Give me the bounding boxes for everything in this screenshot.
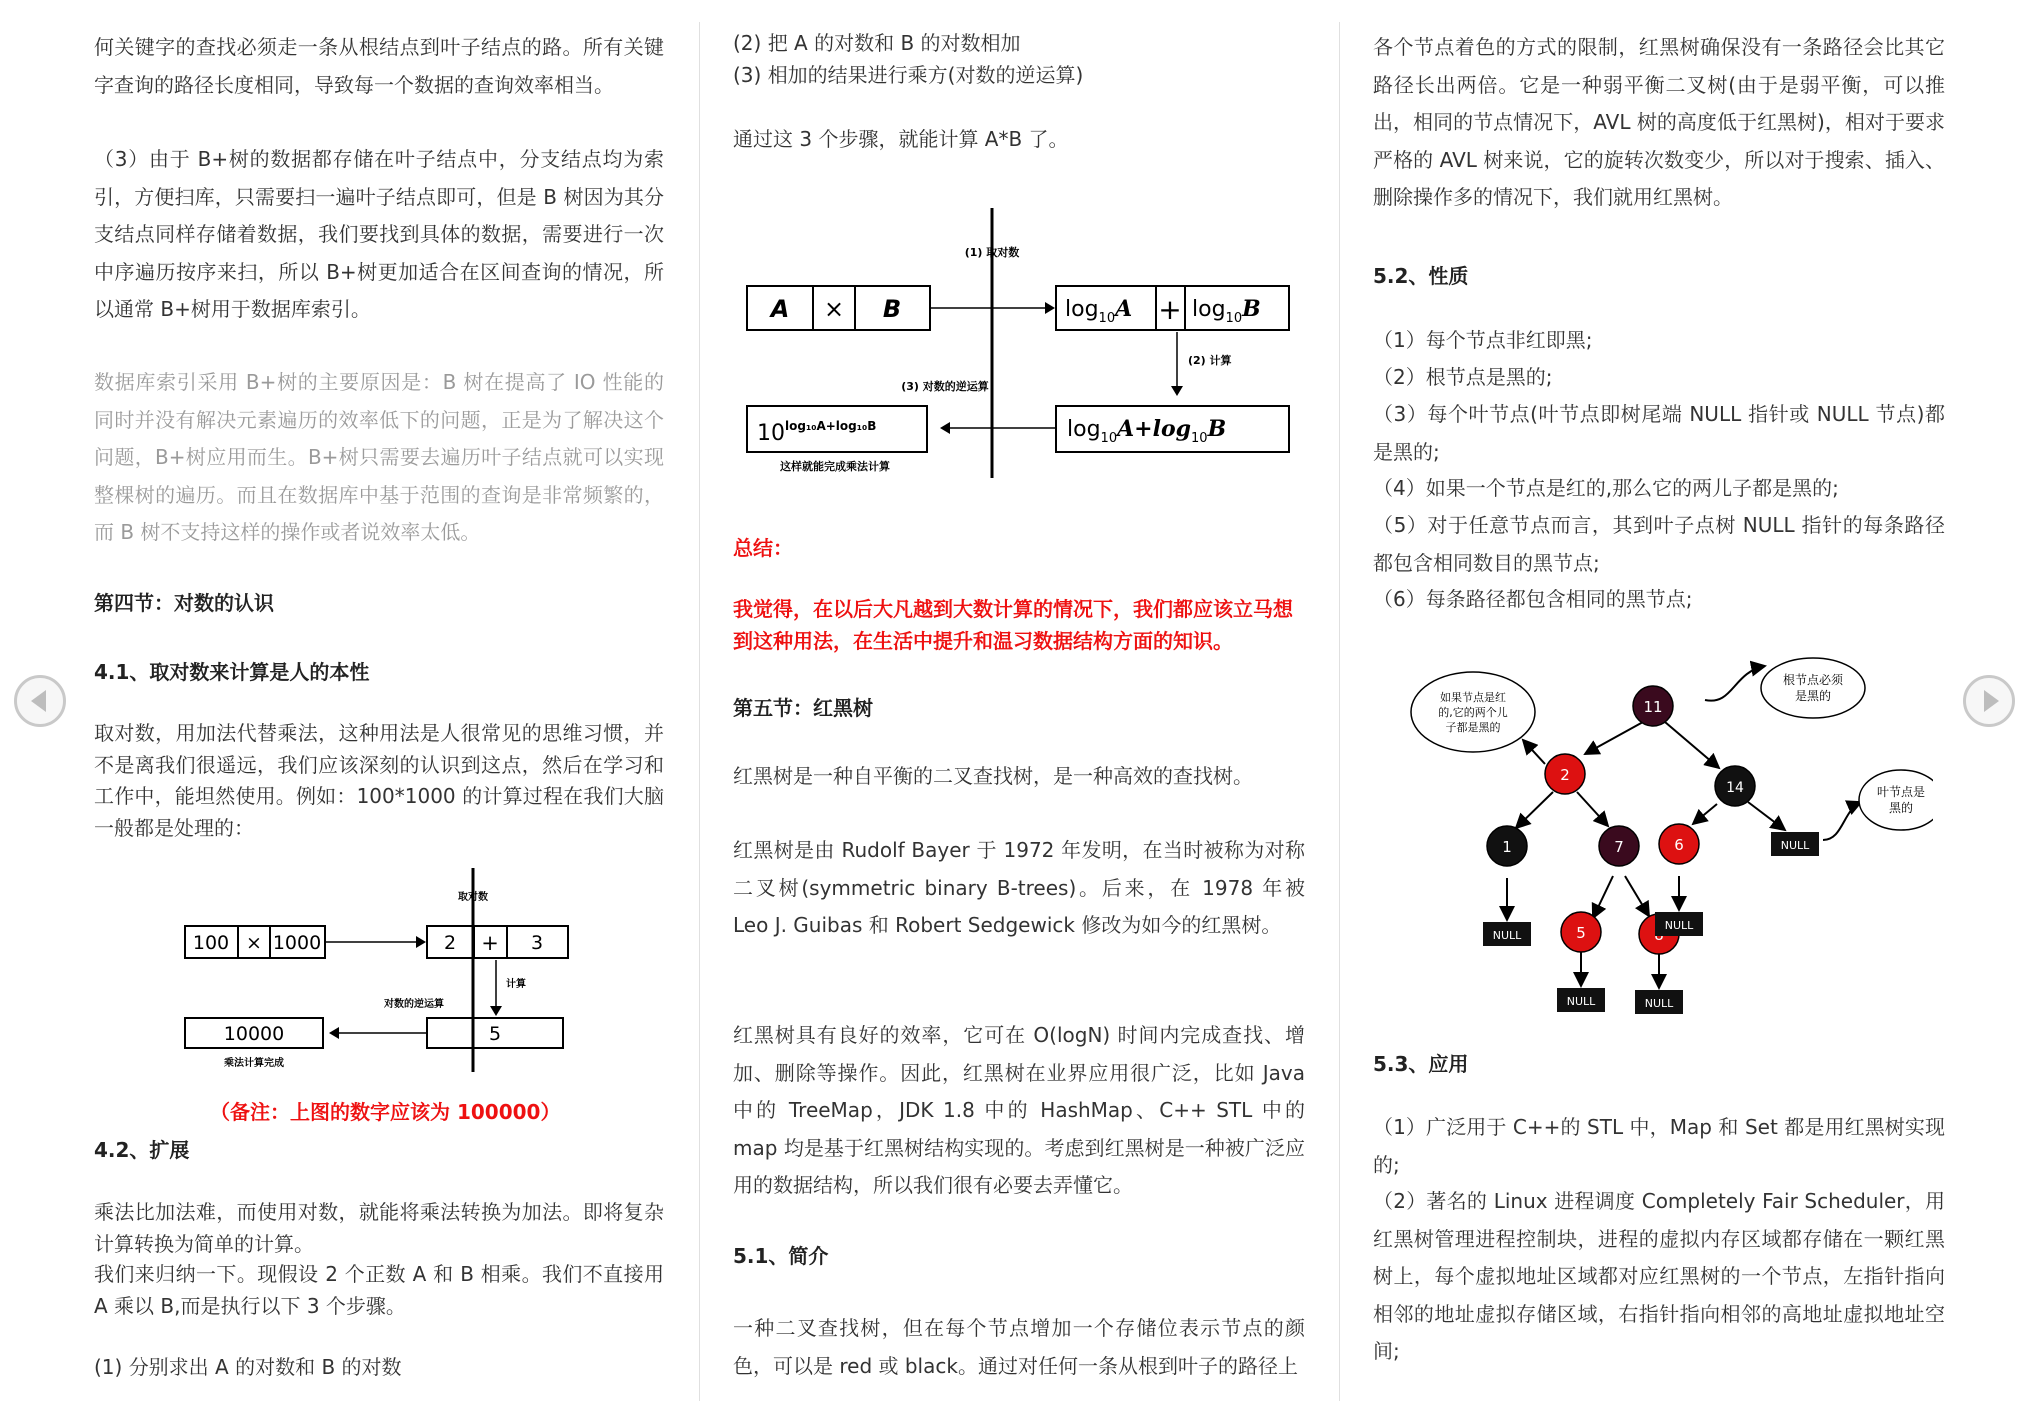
paragraph-rb-2: 红黑树是由 Rudolf Bayer 于 1972 年发明，在当时被称为对称二叉树(symmetric binary B-trees)。后来，在 1978 年被 Leo J. Guibas 和 Robert Sedgewick 修改为如今的红黑树。 <box>733 838 1305 937</box>
list-item: （2）根节点是黑的; <box>1373 365 1553 389</box>
tree-node-14-label: 14 <box>1726 780 1744 796</box>
label-multiply-done: 乘法计算完成 <box>224 1058 284 1069</box>
label-compute: 计算 <box>506 979 526 990</box>
label-take-log: 取对数 <box>458 892 488 903</box>
paragraph-intro: 何关键字的查找必须走一条从根结点到叶子结点的路。所有关键字查询的路径长度相同，导致每一个数据的查询效率相当。 <box>94 35 664 97</box>
cloud-callout-root <box>1761 658 1865 718</box>
svg-text:log10A <box>1065 296 1132 326</box>
label-compute: (2) 计算 <box>1188 354 1232 367</box>
prev-page-button[interactable] <box>14 675 66 727</box>
diagram-note: （备注：上图的数字应该为 100000） <box>210 1100 561 1124</box>
paragraph-steps: 通过这 3 个步骤，就能计算 A*B 了。 <box>733 127 1069 151</box>
heading-4-1: 4.1、取对数来计算是人的本性 <box>94 660 370 684</box>
result-log-b-var: B <box>1207 416 1227 442</box>
tree-null-label: NULL <box>1566 995 1596 1008</box>
cloud-red-line-1: 如果节点是红 <box>1440 691 1506 704</box>
paragraph-5-1: 一种二叉查找树，但在每个节点增加一个存储位表示节点的颜色，可以是 red 或 black。通过对任何一条从根到叶子的路径上 <box>733 1316 1305 1378</box>
paragraph-intro: 各个节点着色的方式的限制，红黑树确保没有一条路径会比其它路径长出两倍。它是一种弱平衡二叉树(由于是弱平衡，可以推出，相同的节点情况下，AVL 树的高度低于红黑树)，相对于要求严格的 AVL 树来说，它的旋转次数变少，所以对于搜索、插入、删除操作多的情况下，我们就用红黑树。 <box>1373 35 1945 209</box>
cell-a: A <box>770 295 790 323</box>
paragraph-4-2b: 我们来归纳一下。现假设 2 个正数 A 和 B 相乘。我们不直接用 A 乘以 B,而是执行以下 3 个步骤。 <box>94 1262 664 1318</box>
log-plus: + <box>1158 293 1182 326</box>
tree-null-label: NULL <box>1492 929 1522 942</box>
column-divider <box>699 22 700 1401</box>
heading-section-4: 第四节：对数的认识 <box>94 591 274 615</box>
heading-5-2: 5.2、性质 <box>1373 264 1469 288</box>
cell-1000: 1000 <box>272 932 322 954</box>
log-a-sub: 10 <box>1098 311 1116 326</box>
label-inverse: 对数的逆运算 <box>384 999 444 1010</box>
cloud-red-line-2: 的,它的两个儿 <box>1438 706 1508 719</box>
paragraph-db-index: 数据库索引采用 B+树的主要原因是：B 树在提高了 IO 性能的同时并没有解决元素遍历的效率低下的问题，正是为了解决这个问题，B+树应用而生。B+树只需要去遍历叶子结点就可以实现整棵树的遍历。而且在数据库中基于范围的查询是非常频繁的，而 B 树不支持这样的操作或者说效率太低。 <box>94 370 664 544</box>
paragraph-rb-3: 红黑树具有良好的效率，它可在 O(logN) 时间内完成查找、增加、删除等操作。因此，红黑树在业界应用很广泛，比如 Java 中的 TreeMap，JDK 1.8 中的 HashMap、C++ STL 中的 map 均是基于红黑树结构实现的。考虑到红黑树是一种被广泛应用的数据结构，所以我们很有必要去弄懂它。 <box>733 1023 1305 1197</box>
column-3 <box>1373 0 1945 1401</box>
summary-text: 我觉得，在以后大凡越到大数计算的情况下，我们都应该立马想到这种用法，在生活中提升和温习数据结构方面的知识。 <box>733 597 1293 653</box>
label-inverse: (3) 对数的逆运算 <box>901 380 989 393</box>
cell-times: × <box>823 295 845 323</box>
tree-null-label: NULL <box>1664 919 1694 932</box>
log-multiply-diagram-letters <box>745 206 1305 482</box>
paragraph-rb-1: 红黑树是一种自平衡的二叉查找树，是一种高效的查找树。 <box>733 764 1253 788</box>
application-1: （1）广泛用于 C++的 STL 中，Map 和 Set 都是用红黑树实现的; <box>1373 1115 1945 1177</box>
column-divider <box>1339 22 1340 1401</box>
cell-times: × <box>246 932 262 954</box>
label-take-log: (1) 取对数 <box>964 246 1020 259</box>
arrow-right-icon <box>1984 690 1999 712</box>
heading-4-2: 4.2、扩展 <box>94 1138 190 1162</box>
svg-text:log10B <box>1192 296 1261 326</box>
cloud-leaf-line-2: 黑的 <box>1888 801 1914 815</box>
log-a-var: A <box>1115 296 1133 322</box>
result-base: 10 <box>757 421 785 446</box>
tree-node-1-label: 1 <box>1502 838 1512 856</box>
column-1 <box>94 0 664 1401</box>
log-b-text: log <box>1192 297 1226 322</box>
list-item: （4）如果一个节点是红的,那么它的两儿子都是黑的; <box>1373 476 1839 500</box>
log-b-var: B <box>1242 296 1261 322</box>
label-multiply-done: 这样就能完成乘法计算 <box>780 460 890 473</box>
result-10000: 10000 <box>223 1023 285 1045</box>
step-2: (2) 把 A 的对数和 B 的对数相加 <box>733 31 1021 55</box>
result-log-a-sub: 10 <box>1100 431 1118 446</box>
list-item: （6）每条路径都包含相同的黑节点; <box>1373 587 1693 611</box>
paragraph-4-1: 取对数，用加法代替乘法，这种用法是人很常见的思维习惯，并不是离我们很遥远，我们应该深刻的认识到这点，然后在学习和工作中，能坦然使用。例如：100*1000 的计算过程在我们大脑一般都是处理的： <box>94 721 664 840</box>
result-log-a-var: A+log <box>1117 416 1192 442</box>
heading-5-3: 5.3、应用 <box>1373 1052 1469 1076</box>
step-1: (1) 分别求出 A 的对数和 B 的对数 <box>94 1355 402 1379</box>
cloud-root-line-2: 是黑的 <box>1794 689 1832 703</box>
paragraph-4-2a: 乘法比加法难，而使用对数，就能将乘法转换为加法。即将复杂计算转换为简单的计算。 <box>94 1200 664 1256</box>
cell-plus: + <box>481 931 499 955</box>
cloud-leaf-line-1: 叶节点是 <box>1876 785 1926 799</box>
tree-node-11-label: 11 <box>1643 698 1663 716</box>
cell-b: B <box>882 295 902 323</box>
cell-2: 2 <box>443 932 457 954</box>
tree-node-2-label: 2 <box>1560 766 1570 784</box>
log-a-text: log <box>1065 297 1099 322</box>
log-multiply-diagram-numbers <box>184 866 584 1076</box>
cell-100: 100 <box>192 932 230 954</box>
arrow-left-icon <box>31 690 46 712</box>
cloud-red-line-3: 子都是黑的 <box>1445 721 1501 734</box>
tree-node-5-label: 5 <box>1576 924 1586 942</box>
tree-node-7-label: 7 <box>1614 838 1624 856</box>
tree-null-label: NULL <box>1644 997 1674 1010</box>
cell-3: 3 <box>530 932 544 954</box>
svg-text:log10A+log10B <box>1067 416 1226 446</box>
column-2 <box>733 0 1305 1401</box>
cloud-callout-leaf <box>1859 770 1933 830</box>
tree-null-label: NULL <box>1780 839 1810 852</box>
svg-text:10log₁₀A+log₁₀B <box>757 419 876 446</box>
result-5: 5 <box>488 1023 502 1045</box>
next-page-button[interactable] <box>1963 675 2015 727</box>
tree-node-6-label: 6 <box>1674 836 1684 854</box>
step-3: (3) 相加的结果进行乘方(对数的逆运算) <box>733 63 1084 87</box>
application-2: （2）著名的 Linux 进程调度 Completely Fair Scheduler，用红黑树管理进程控制块，进程的虚拟内存区域都存储在一颗红黑树上，每个虚拟地址区域都对应红黑树的一个节点，左指针指向相邻的地址虚拟存储区域，右指针指向相邻的高地址虚拟地址空间; <box>1373 1189 1945 1363</box>
list-item: （3）每个叶节点(叶节点即树尾端 NULL 指针或 NULL 节点)都是黑的; <box>1373 402 1945 464</box>
red-black-tree-diagram <box>1403 654 1933 1024</box>
result-log-a: log <box>1067 417 1101 442</box>
summary-title: 总结： <box>733 536 793 560</box>
result-log-b-sub: 10 <box>1191 431 1208 446</box>
list-item: （1）每个节点非红即黑; <box>1373 328 1593 352</box>
heading-5-1: 5.1、简介 <box>733 1244 829 1268</box>
heading-section-5: 第五节：红黑树 <box>733 696 873 720</box>
list-item: （5）对于任意节点而言，其到叶子点树 NULL 指针的每条路径都包含相同数目的黑节点; <box>1373 513 1945 575</box>
log-b-sub: 10 <box>1225 311 1243 326</box>
result-exponent: log₁₀A+log₁₀B <box>785 419 877 433</box>
paragraph-bplus-index: （3）由于 B+树的数据都存储在叶子结点中，分支结点均为索引，方便扫库，只需要扫一遍叶子结点即可，但是 B 树因为其分支结点同样存储着数据，我们要找到具体的数据，需要进行一次中序遍历按序来扫，所以 B+树更加适合在区间查询的情况，所以通常 B+树用于数据库索引。 <box>94 147 664 321</box>
cloud-root-line-1: 根节点必须 <box>1782 673 1844 687</box>
